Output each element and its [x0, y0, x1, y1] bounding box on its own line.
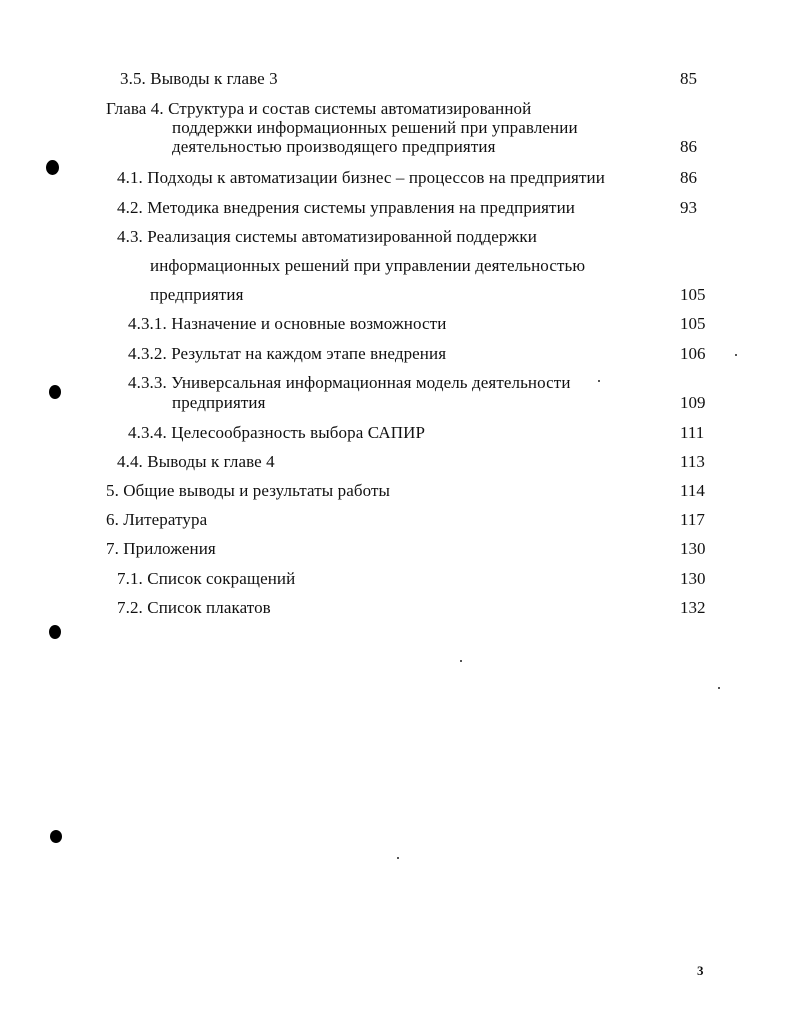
toc-entry-page: 114	[680, 481, 705, 500]
toc-entry-page: 113	[680, 452, 705, 471]
toc-entry-page: 86	[680, 137, 697, 156]
toc-entry-title: 4.4. Выводы к главе 4	[117, 452, 275, 471]
toc-entry-title: 4.3. Реализация системы автоматизированной поддержки	[117, 227, 537, 246]
toc-entry-title: 4.3.1. Назначение и основные возможности	[128, 314, 447, 333]
toc-entry-title: Глава 4. Структура и состав системы автоматизированной	[106, 99, 532, 118]
toc-entry-title: 3.5. Выводы к главе 3	[120, 69, 278, 88]
toc-entry-title-continued: предприятия	[172, 393, 266, 412]
scan-speck	[460, 660, 462, 662]
punch-hole-2	[49, 385, 61, 399]
scan-speck	[598, 380, 600, 382]
toc-entry-page: 109	[680, 393, 706, 412]
toc-entry-page: 130	[680, 569, 706, 588]
toc-entry-page: 130	[680, 539, 706, 558]
scan-speck	[397, 857, 399, 859]
scan-speck	[718, 687, 720, 689]
toc-entry-title: 7.1. Список сокращений	[117, 569, 296, 588]
toc-entry-title: 5. Общие выводы и результаты работы	[106, 481, 391, 500]
toc-entry-page: 132	[680, 598, 706, 617]
scan-speck	[735, 354, 737, 356]
punch-hole-4	[50, 830, 62, 843]
toc-entry-title-continued: предприятия	[150, 285, 244, 304]
punch-hole-3	[49, 625, 61, 639]
toc-entry-page: 85	[680, 69, 697, 88]
toc-entry-page: 111	[680, 423, 705, 442]
toc-entry-title: 7. Приложения	[106, 539, 216, 558]
toc-entry-page: 117	[680, 510, 705, 529]
toc-entry-title: 7.2. Список плакатов	[117, 598, 271, 617]
toc-entry-page: 86	[680, 168, 697, 187]
punch-hole-1	[46, 160, 59, 175]
toc-entry-title-continued: деятельностью производящего предприятия	[172, 137, 496, 156]
toc-entry-page: 93	[680, 198, 697, 217]
toc-entry-title: 4.3.4. Целесообразность выбора САПИР	[128, 423, 425, 442]
toc-entry-title: 4.2. Методика внедрения системы управления на предприятии	[117, 198, 575, 217]
page-number: 3	[697, 963, 704, 978]
toc-entry-title: 4.1. Подходы к автоматизации бизнес – процессов на предприятии	[117, 168, 605, 187]
toc-entry-title-continued: информационных решений при управлении деятельностью	[150, 256, 586, 275]
toc-entry-title: 4.3.2. Результат на каждом этапе внедрения	[128, 344, 447, 363]
toc-entry-page: 105	[680, 285, 706, 304]
toc-entry-page: 105	[680, 314, 706, 333]
toc-entry-title: 4.3.3. Универсальная информационная модель деятельности	[128, 373, 571, 392]
toc-entry-title: 6. Литература	[106, 510, 208, 529]
toc-entry-page: 106	[680, 344, 706, 363]
toc-entry-title-continued: поддержки информационных решений при управлении	[172, 118, 578, 137]
